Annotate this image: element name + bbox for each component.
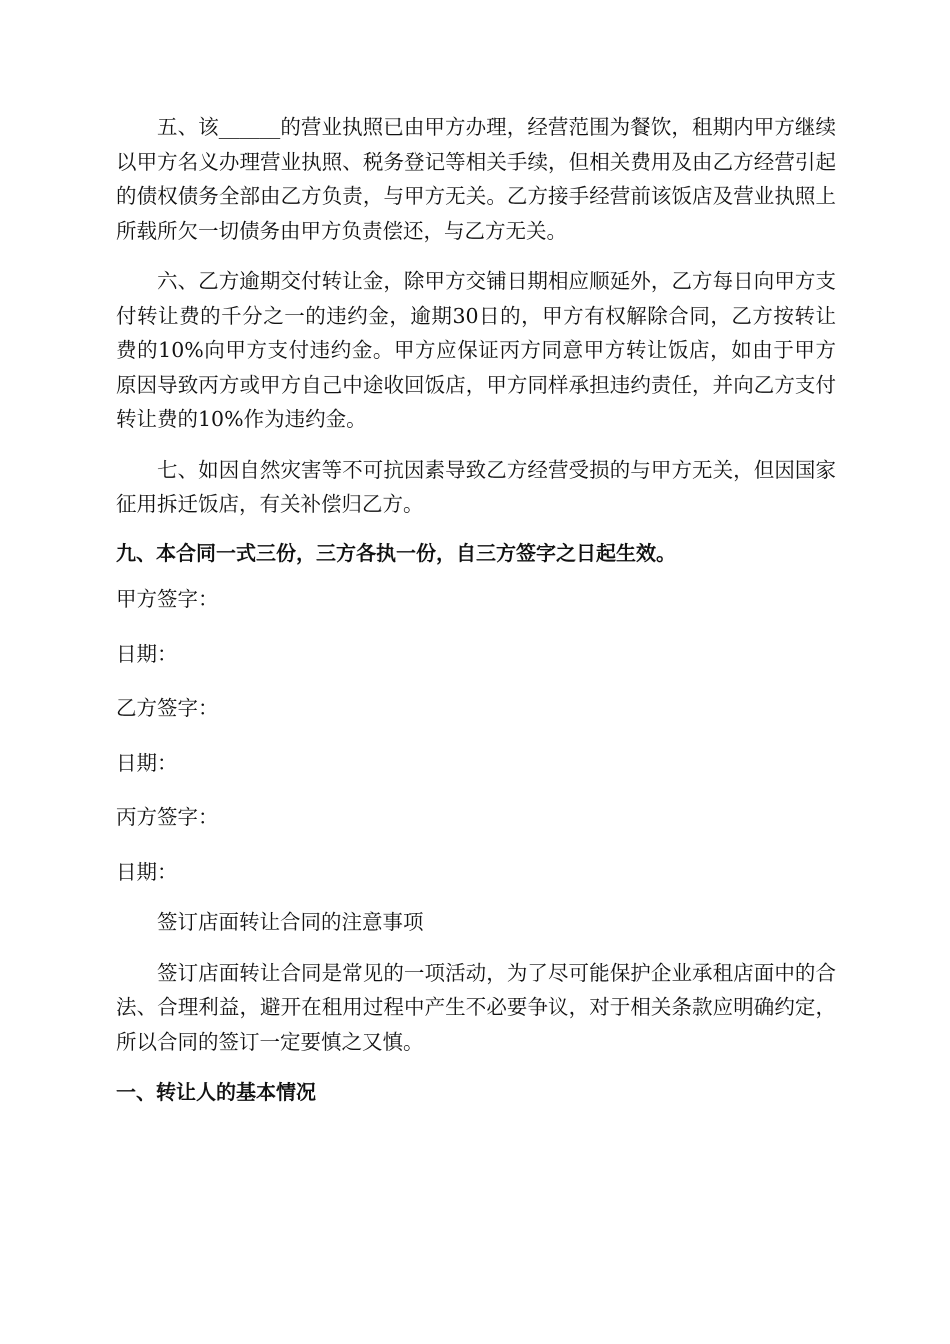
notes-intro: 签订店面转让合同是常见的一项活动，为了尽可能保护企业承租店面中的合法、合理利益，避开在租用过程中产生不必要争议，对于相关条款应明确约定，所以合同的签订一定要慎之又慎。 (116, 960, 836, 1054)
section-one-heading: 一、转让人的基本情况 (116, 1080, 316, 1104)
party-c-signature-label: 丙方签字： (116, 805, 219, 829)
clause-six: 六、乙方逾期交付转让金，除甲方交铺日期相应顺延外，乙方每日向甲方支付转让费的千分之一的违约金，逾期30日的，甲方有权解除合同，乙方按转让费的10%向甲方支付违约金。甲方应保证丙方同意甲方转让饭店，如由于甲方原因导致丙方或甲方自己中途收回饭店，甲方同样承担违约责任，并向乙方支付转让费的10%作为违约金。 (116, 269, 836, 431)
party-a-signature-label: 甲方签字： (116, 587, 219, 611)
notes-title: 签订店面转让合同的注意事项 (157, 910, 424, 934)
clause-five: 五、该______的营业执照已由甲方办理，经营范围为餐饮，租期内甲方继续以甲方名义办理营业执照、税务登记等相关手续，但相关费用及由乙方经营引起的债权债务全部由乙方负责，与甲方无关。乙方接手经营前该饭店及营业执照上所载所欠一切债务由甲方负责偿还，与乙方无关。 (116, 115, 836, 243)
party-b-date-label: 日期： (116, 750, 178, 775)
party-b-signature-label: 乙方签字： (116, 696, 219, 720)
party-c-date-label: 日期： (116, 859, 178, 884)
clause-seven: 七、如因自然灾害等不可抗因素导致乙方经营受损的与甲方无关，但因国家征用拆迁饭店，有关补偿归乙方。 (116, 457, 836, 516)
clause-nine: 九、本合同一式三份，三方各执一份，自三方签字之日起生效。 (116, 540, 676, 565)
signature-block (116, 582, 836, 889)
party-a-date-label: 日期： (116, 641, 178, 666)
document-body (116, 110, 836, 1110)
